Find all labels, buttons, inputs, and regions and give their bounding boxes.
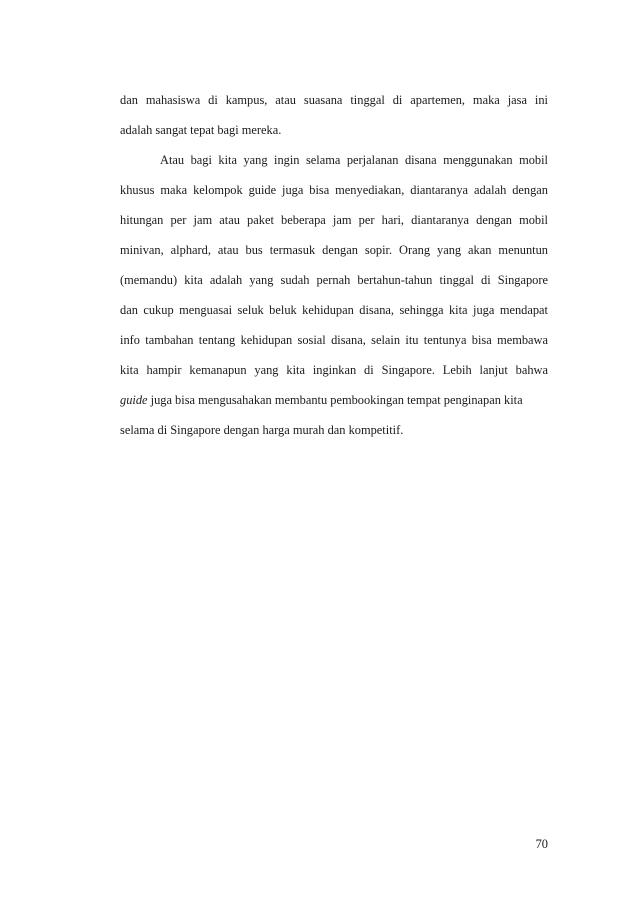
paragraph-2-line-8: kita hampir kemanapun yang kita inginkan di Singapore. Lebih lanjut bahwa <box>120 363 548 377</box>
paragraph-2-line-7: info tambahan tentang kehidupan sosial disana, selain itu tentunya bisa membawa <box>120 333 548 347</box>
paragraph-2-line-3: hitungan per jam atau paket beberapa jam per hari, diantaranya dengan mobil <box>120 213 548 227</box>
page-number: 70 <box>535 837 548 851</box>
paragraph-2-line-10: selama di Singapore dengan harga murah dan kompetitif. <box>120 423 404 437</box>
paragraph-2-line-4: minivan, alphard, atau bus termasuk dengan sopir. Orang yang akan menuntun <box>120 243 548 257</box>
paragraph-2-line-5: (memandu) kita adalah yang sudah pernah bertahun-tahun tinggal di Singapore <box>120 273 548 287</box>
paragraph-1-line-1: dan mahasiswa di kampus, atau suasana tinggal di apartemen, maka jasa ini <box>120 93 548 107</box>
guide-italic-word: guide <box>120 393 148 407</box>
paragraph-2-line-6: dan cukup menguasai seluk beluk kehidupan disana, sehingga kita juga mendapat <box>120 303 548 317</box>
paragraph-1-line-2: adalah sangat tepat bagi mereka. <box>120 123 282 137</box>
paragraph-2-line-1: Atau bagi kita yang ingin selama perjalanan disana menggunakan mobil <box>160 153 548 167</box>
paragraph-2-line-2: khusus maka kelompok guide juga bisa menyediakan, diantaranya adalah dengan <box>120 183 548 197</box>
paragraph-2-line-9 <box>120 392 548 408</box>
paragraph-2-line-9-text: juga bisa mengusahakan membantu pembookingan tempat penginapan kita <box>147 393 523 407</box>
